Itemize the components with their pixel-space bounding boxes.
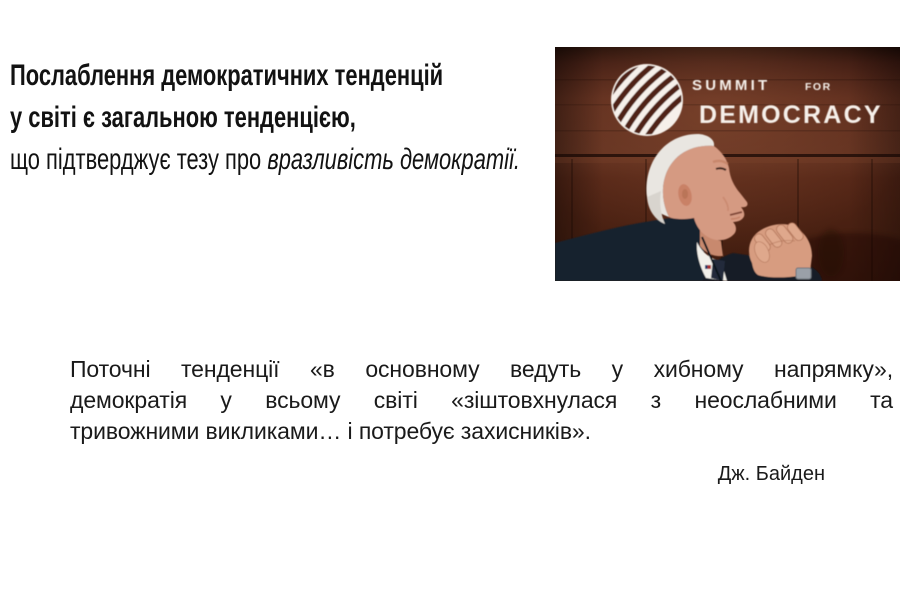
- flag-pin-icon: [705, 265, 711, 269]
- summit-democracy-photo: [555, 47, 900, 281]
- logo-text-democracy: DEMOCRACY: [699, 101, 883, 129]
- quote-line-2: демократія у всьому світі «зіштовхнулася з неослабними та: [70, 387, 893, 413]
- heading-line-3-italic: вразливість демократії.: [267, 143, 520, 176]
- quote-block: [70, 354, 893, 447]
- heading-line-3-regular: що підтверджує тезу про: [10, 143, 268, 176]
- heading-line-3: [10, 139, 520, 181]
- ear-inner: [682, 189, 688, 199]
- heading-line-1: Послаблення демократичних тенденцій: [10, 59, 444, 92]
- logo-text-for: FOR: [805, 81, 832, 93]
- quote-line-3: тривожними викликами… і потребує захисників».: [70, 418, 591, 444]
- quote-attribution: Дж. Байден: [717, 463, 825, 485]
- heading-line-2: у світі є загальною тенденцією,: [10, 101, 356, 134]
- quote-line-1: Поточні тенденції «в основному ведуть у хибному напрямку»,: [70, 356, 893, 382]
- watch: [796, 268, 811, 279]
- logo-text-summit: SUMMIT: [692, 77, 771, 94]
